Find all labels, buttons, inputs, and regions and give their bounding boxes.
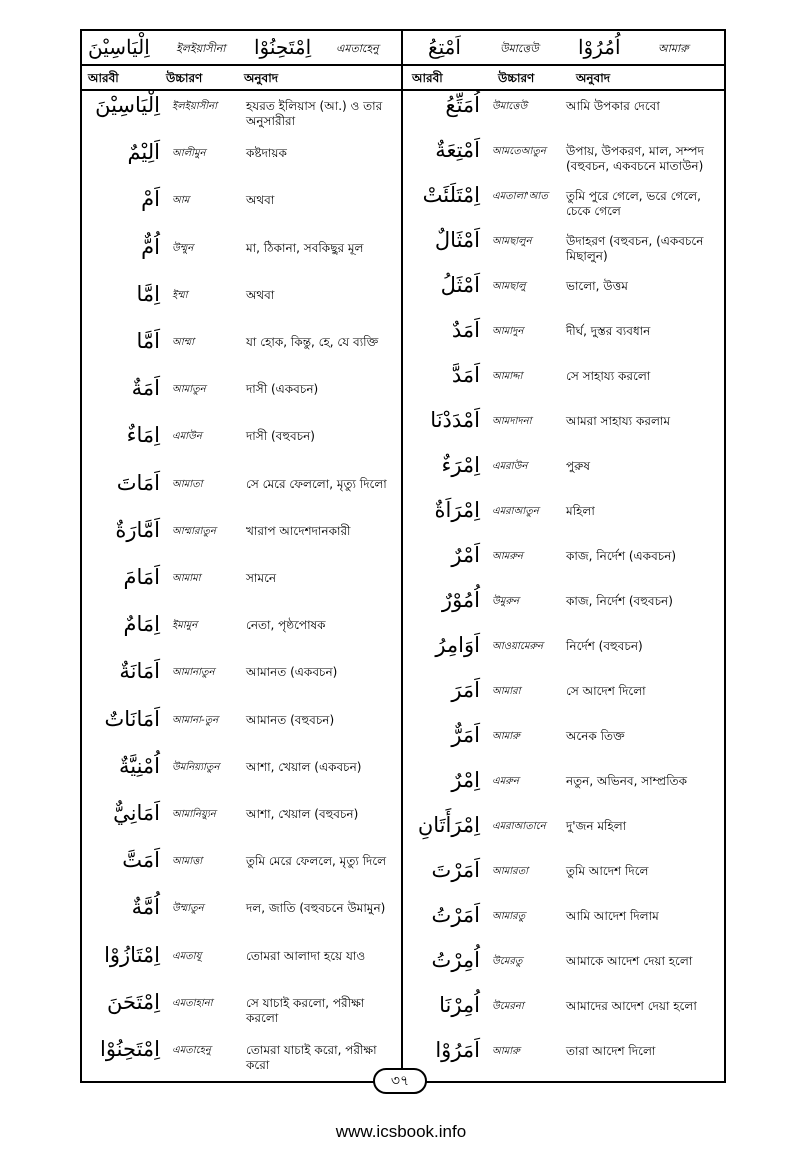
entry-pronunciation: আমরুন — [492, 551, 523, 562]
entry-meaning: সে মেরে ফেললো, মৃত্যু দিলো — [246, 476, 387, 491]
entry-arabic: اَمَاتَ — [116, 470, 160, 495]
entry-meaning: আমাদের আদেশ দেয়া হলো — [566, 999, 697, 1013]
col-head-arabic-right: আরবী — [412, 71, 443, 85]
entry-arabic: اَمَانِيٌّ — [113, 801, 160, 825]
entry-pronunciation: আমারু — [492, 731, 520, 742]
entry-pronunciation: উমনিয়্যাতুন — [172, 761, 220, 773]
entry-meaning: খারাপ আদেশদানকারী — [246, 523, 351, 538]
entry-meaning: দীর্ঘ, দুস্তর ব্যবধান — [566, 324, 651, 338]
entry-meaning: হযরত ইলিয়াস (আ.) ও তার অনুসারীরা — [246, 99, 383, 128]
header-left-pron-a: ইলইয়াসীনা — [176, 42, 226, 55]
entry-meaning: উপায়, উপকরণ, মাল, সম্পদ (বহুবচন, একবচনে মাতাউন) — [566, 144, 704, 173]
entry-arabic: اُمْنِيَّةٌ — [118, 753, 160, 778]
entry-pronunciation: এমতালা'আত — [492, 191, 548, 202]
entry-meaning: আশা, খেয়াল (একবচন) — [246, 759, 362, 774]
entry-arabic: اَمَتَّ — [122, 848, 160, 873]
entry-pronunciation: আমামা — [172, 573, 201, 584]
entry-meaning: আমি আদেশ দিলাম — [566, 909, 659, 923]
entry-pronunciation: আমছালু — [492, 281, 526, 292]
entry-pronunciation: আমারা — [492, 686, 521, 697]
entry-meaning: পুরুষ — [566, 459, 590, 473]
entry-arabic: اُمُوْرٌ — [441, 588, 480, 612]
entry-meaning: নতুন, অভিনব, সাম্প্রতিক — [566, 774, 688, 788]
entry-meaning: আমানত (বহুবচন) — [246, 712, 335, 727]
header-right-pron-b: আমারু — [658, 42, 689, 55]
entry-meaning: দাসী (বহুবচন) — [246, 429, 315, 444]
entry-pronunciation: এমরাআতুন — [492, 506, 539, 517]
entry-arabic: اِمْرَءٌ — [441, 453, 480, 477]
col-head-meaning-right: অনুবাদ — [576, 71, 611, 85]
entry-pronunciation: এমরুন — [492, 776, 519, 787]
entry-arabic: اَوَامِرُ — [435, 633, 480, 657]
col-head-arabic-left: আরবী — [88, 71, 119, 85]
dictionary-page-frame — [80, 29, 726, 1083]
entry-arabic: اِمْتَحَنَ — [107, 989, 160, 1014]
entry-meaning: আমাকে আদেশ দেয়া হলো — [566, 954, 693, 968]
entry-meaning: তোমরা আলাদা হয়ে যাও — [246, 948, 366, 963]
entry-arabic: اَمْدَدْنَا — [430, 408, 480, 432]
entry-pronunciation: উমেরতু — [492, 956, 523, 967]
entry-arabic: اِمْرَاَةٌ — [434, 498, 480, 522]
entry-arabic: اَمَّارَةٌ — [115, 517, 160, 542]
entry-pronunciation: আমাদ্দা — [492, 371, 523, 382]
entry-meaning: সে আদেশ দিলো — [566, 684, 646, 698]
header-right-arabic-a: اَمْتِعُ — [428, 35, 461, 59]
entry-meaning: আমি উপকার দেবো — [566, 99, 660, 113]
entry-arabic: اِمْتَازُوْا — [104, 942, 160, 967]
entry-arabic: اَمَانَةٌ — [119, 659, 160, 684]
entry-meaning: মহিলা — [566, 504, 595, 518]
entry-arabic: اَمَدٌ — [451, 318, 480, 342]
entry-pronunciation: আমারু — [492, 1046, 520, 1057]
entry-pronunciation: এমতাহানা — [172, 997, 213, 1009]
entry-pronunciation: আমারতা — [492, 866, 529, 877]
entry-meaning: যা হোক, কিন্তু, হে, যে ব্যক্তি — [246, 335, 379, 349]
entry-meaning: উদাহরণ (বহুবচন, (একবচনে মিছালুন) — [566, 234, 704, 263]
entry-pronunciation: আলীমুন — [172, 148, 206, 160]
entry-pronunciation: উমেরনা — [492, 1001, 524, 1012]
entry-arabic: اَمْثَلُ — [440, 273, 480, 297]
page-number: ৩৭ — [373, 1068, 427, 1094]
entry-meaning: সে সাহায্য করলো — [566, 369, 651, 383]
entry-meaning: অথবা — [246, 287, 275, 302]
entry-meaning: অথবা — [246, 193, 275, 208]
entry-meaning: ভালো, উত্তম — [566, 279, 628, 293]
entry-meaning: তুমি পুরে গেলে, ভরে গেলে, চেকে গেলে — [566, 189, 701, 218]
entry-meaning: কষ্টদায়ক — [246, 146, 287, 161]
header-right-pron-a: উমাত্তেউ — [500, 42, 539, 55]
entry-arabic: اَمْتِعَةٌ — [435, 138, 480, 162]
entry-meaning: আমানত (একবচন) — [246, 665, 338, 680]
entry-meaning: তারা আদেশ দিলো — [566, 1044, 656, 1058]
entry-meaning: তোমরা যাচাই করো, পরীক্ষা করো — [246, 1043, 377, 1072]
entry-arabic: اُمَّةٌ — [131, 895, 160, 920]
entry-arabic: اِمْتَحِنُوْا — [100, 1037, 160, 1061]
entry-arabic: اُمٌّ — [141, 234, 160, 259]
entry-arabic: اَمَانَاتٌ — [104, 706, 160, 731]
entry-arabic: اَمَامَ — [123, 565, 160, 589]
entry-pronunciation: আম — [172, 195, 190, 207]
entry-pronunciation: আমাতুন — [172, 384, 206, 396]
entry-arabic: اُمَتِّعُ — [445, 93, 480, 117]
entry-pronunciation: আমছালুন — [492, 236, 532, 247]
entry-pronunciation: ইলইয়াসীনা — [172, 101, 217, 112]
entry-arabic: اَمَةٌ — [131, 376, 160, 401]
entry-pronunciation: ইমামুন — [172, 620, 198, 632]
entry-pronunciation: উমাত্তেউ — [492, 101, 528, 112]
entry-pronunciation: ইম্মা — [172, 289, 188, 301]
entry-meaning: কাজ, নির্দেশ (বহুবচন) — [566, 594, 673, 608]
entry-meaning: আশা, খেয়াল (বহুবচন) — [246, 807, 359, 821]
entry-meaning: মা, ঠিকানা, সবকিছুর মূল — [246, 240, 364, 255]
entry-pronunciation: আমাদুন — [492, 326, 524, 337]
entry-pronunciation: আম্মারাতুন — [172, 525, 216, 537]
entry-pronunciation: আমতেআতুন — [492, 146, 546, 157]
entry-pronunciation: আমারতু — [492, 911, 526, 922]
entry-meaning: দল, জাতি (বহুবচনে উমামুন) — [246, 901, 386, 916]
entry-arabic: اُمِرْنَا — [439, 993, 480, 1017]
entry-arabic: اَمْرٌ — [451, 543, 480, 567]
entry-meaning: দু'জন মহিলা — [566, 819, 627, 833]
entry-arabic: اِمْرَأَتَانِ — [417, 813, 480, 837]
entry-arabic: اِمَّا — [136, 281, 160, 306]
entry-arabic: اَمَّا — [136, 329, 160, 353]
entry-meaning: আমরা সাহায্য করলাম — [566, 414, 671, 428]
entry-meaning: নির্দেশ (বহুবচন) — [566, 639, 643, 653]
entry-pronunciation: এমরাআতানে — [492, 821, 546, 832]
col-head-pron-left: উচ্চারণ — [166, 71, 203, 85]
entry-pronunciation: এমাউন — [172, 431, 202, 443]
entry-meaning: তুমি মেরে ফেললে, মৃত্যু দিলে — [246, 854, 387, 869]
entry-pronunciation: এমতাহেনু — [172, 1045, 211, 1056]
entry-pronunciation: আমানিয়্যুন — [172, 809, 216, 820]
entry-meaning: দাসী (একবচন) — [246, 382, 319, 397]
entry-arabic: اُمِرْتُ — [431, 948, 480, 972]
entry-pronunciation: উমুরুন — [492, 596, 519, 607]
entry-arabic: اَلِيْمٌ — [127, 140, 160, 165]
entry-pronunciation: এমরাউন — [492, 461, 528, 472]
entry-arabic: اِلْيَاسِيْنَ — [95, 93, 160, 117]
entry-pronunciation: আমাত্তা — [172, 856, 203, 868]
footer-url: www.icsbook.info — [335, 1122, 467, 1141]
header-left-pron-b: এমতাহেনু — [336, 42, 379, 55]
entry-pronunciation: এমতাযূ — [172, 950, 202, 962]
entry-pronunciation: আমানা-তুন — [172, 714, 219, 726]
entry-meaning: সামনে — [246, 571, 277, 585]
entry-arabic: اَمْثَالٌ — [434, 228, 480, 252]
entry-arabic: اَمَرْتَ — [431, 858, 480, 882]
entry-arabic: اَمَرُوْا — [435, 1038, 480, 1062]
entry-arabic: اِمَاءٌ — [126, 423, 160, 448]
entry-arabic: اِمَامٌ — [123, 612, 160, 637]
entry-meaning: সে যাচাই করলো, পরীক্ষা করলো — [246, 995, 365, 1025]
entry-pronunciation: আমদাদনা — [492, 416, 532, 427]
entry-arabic: اَمَرٌّ — [451, 723, 480, 747]
entry-pronunciation: উম্মুন — [172, 242, 194, 254]
entry-arabic: اَمَرَ — [451, 678, 480, 702]
entry-pronunciation: আম্মা — [172, 337, 194, 348]
entry-pronunciation: আওয়ামেরুন — [492, 641, 544, 652]
entry-meaning: নেতা, পৃষ্ঠপোষক — [246, 618, 326, 633]
header-left-arabic-b: اِمْتَحِنُوْا — [254, 35, 312, 59]
header-right-arabic-b: اُمُرُوْا — [578, 35, 621, 59]
entry-pronunciation: আমানাতুন — [172, 667, 215, 679]
entry-arabic: اِمْرٌ — [451, 768, 480, 792]
col-head-pron-right: উচ্চারণ — [498, 71, 535, 85]
entry-meaning: তুমি আদেশ দিলে — [566, 864, 649, 878]
col-head-meaning-left: অনুবাদ — [244, 71, 279, 85]
entry-arabic: اَمَدَّ — [451, 363, 480, 387]
entry-pronunciation: আমাতা — [172, 478, 203, 490]
entry-pronunciation: উম্মাতুন — [172, 903, 204, 915]
entry-arabic: اَمْ — [141, 187, 160, 212]
entry-arabic: اَمَرْتُ — [431, 903, 480, 927]
column-divider — [401, 31, 403, 1081]
header-rule — [82, 64, 724, 66]
entry-arabic: اِمْتَلَئَتْ — [422, 183, 480, 207]
entry-meaning: অনেক তিক্ত — [566, 729, 625, 743]
entry-meaning: কাজ, নির্দেশ (একবচন) — [566, 549, 677, 563]
header-left-arabic-a: اِلْيَاسِيْنَ — [88, 35, 150, 59]
